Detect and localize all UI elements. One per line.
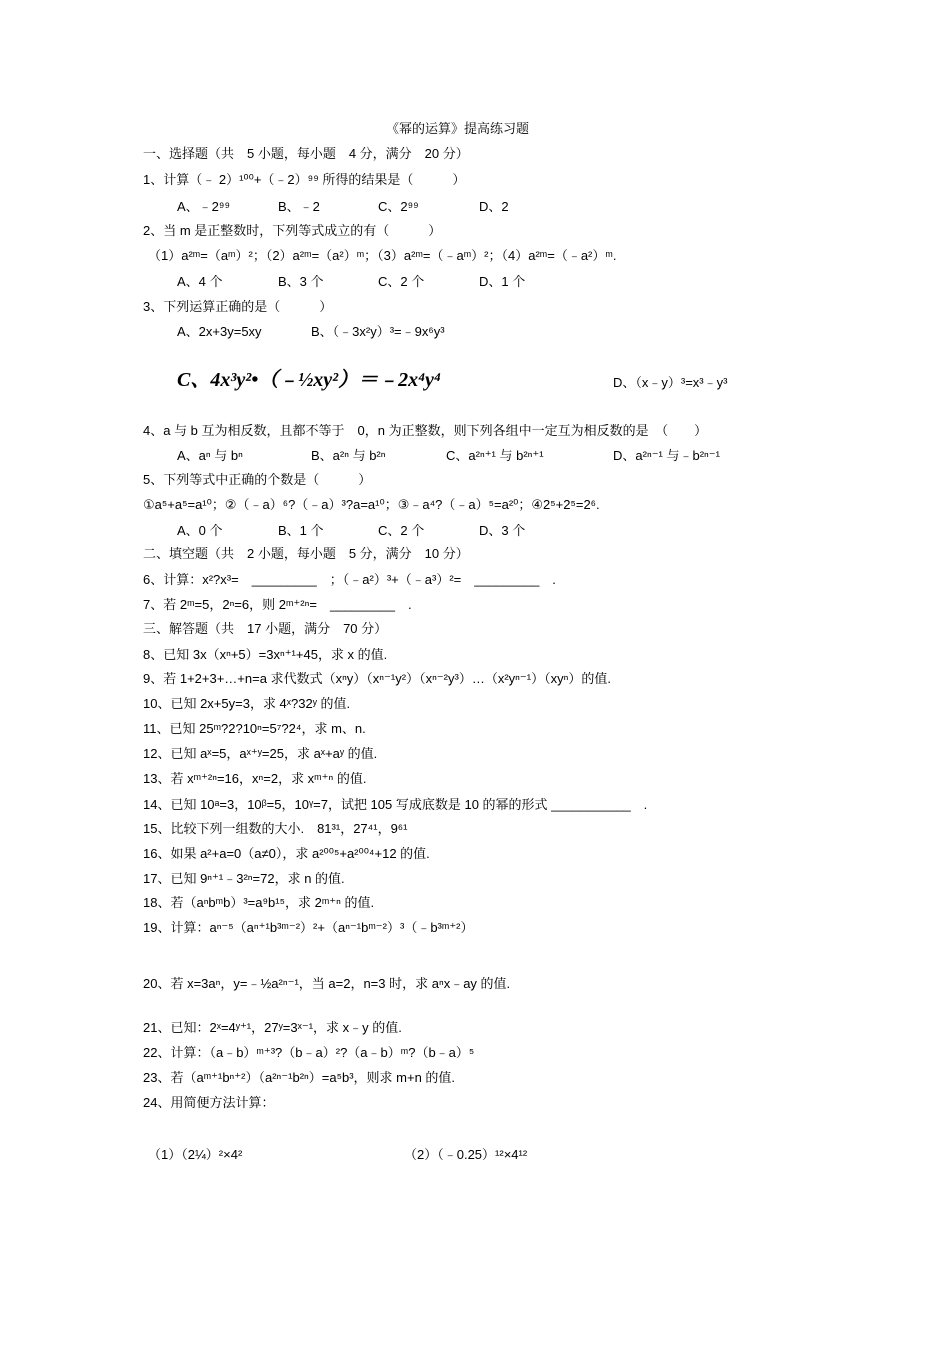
question-12: 12、已知 aˣ=5，aˣ⁺ʸ=25，求 aˣ+aʸ 的值. — [143, 746, 378, 761]
question-5-option-a: A、0 个 — [177, 523, 223, 538]
question-4-option-a: A、aⁿ 与 bⁿ — [177, 448, 243, 463]
question-4-option-b: B、a²ⁿ 与 b²ⁿ — [311, 448, 386, 463]
question-7: 7、若 2ᵐ=5，2ⁿ=6，则 2ᵐ⁺²ⁿ= _________ . — [143, 597, 412, 612]
page-title: 《幂的运算》提高练习题 — [386, 121, 530, 136]
question-3-option-a: A、2x+3y=5xy — [177, 324, 262, 339]
question-2-option-d: D、1 个 — [479, 274, 526, 289]
question-2-stem: 2、当 m 是正整数时，下列等式成立的有（ ） — [143, 223, 442, 238]
question-2-option-b: B、3 个 — [278, 274, 324, 289]
question-23: 23、若（aᵐ⁺¹bⁿ⁺²）（a²ⁿ⁻¹b²ⁿ）=a⁵b³，则求 m+n 的值. — [143, 1070, 456, 1085]
question-4-option-c: C、a²ⁿ⁺¹ 与 b²ⁿ⁺¹ — [446, 448, 544, 463]
question-2-option-c: C、2 个 — [378, 274, 425, 289]
question-6: 6、计算：x²?x³= _________ ；（﹣a²）³+（﹣a³）²= _________ . — [143, 572, 556, 587]
question-5-option-c: C、2 个 — [378, 523, 425, 538]
question-3-stem: 3、下列运算正确的是（ ） — [143, 299, 333, 314]
section-fill-heading: 二、填空题（共 2 小题，每小题 5 分，满分 10 分） — [143, 546, 469, 561]
question-5-option-b: B、1 个 — [278, 523, 324, 538]
question-24-part-1: （1）（2¼）²×4² — [148, 1147, 243, 1162]
question-4-stem: 4、a 与 b 互为相反数，且都不等于 0，n 为正整数，则下列各组中一定互为相反数的是 （ ） — [143, 423, 708, 438]
question-24-stem: 24、用简便方法计算： — [143, 1095, 275, 1110]
question-1-option-b: B、﹣2 — [278, 199, 320, 214]
question-2-detail: （1）a²ᵐ=（aᵐ）²；（2）a²ᵐ=（a²）ᵐ；（3）a²ᵐ=（﹣aᵐ）²；（4）a²ᵐ=（﹣a²）ᵐ. — [148, 248, 617, 263]
section-choice-heading: 一、选择题（共 5 小题，每小题 4 分，满分 20 分） — [143, 146, 469, 161]
question-1-option-d: D、2 — [479, 199, 509, 214]
question-16: 16、如果 a²+a=0（a≠0），求 a²⁰⁰⁵+a²⁰⁰⁴+12 的值. — [143, 846, 430, 861]
question-5-option-d: D、3 个 — [479, 523, 526, 538]
question-11: 11、已知 25ᵐ?2?10ⁿ=5⁷?2⁴，求 m、n. — [143, 721, 366, 736]
question-1-stem: 1、计算（﹣ 2）¹⁰⁰+（﹣2）⁹⁹ 所得的结果是（ ） — [143, 172, 466, 187]
question-20: 20、若 x=3aⁿ，y=﹣½a²ⁿ⁻¹，当 a=2，n=3 时，求 aⁿx﹣ay 的值. — [143, 976, 511, 991]
question-3-option-b: B、（﹣3x²y）³=﹣9x⁶y³ — [311, 324, 445, 339]
question-3-option-d: D、（x﹣y）³=x³﹣y³ — [613, 375, 728, 390]
question-1-option-c: C、2⁹⁹ — [378, 199, 419, 214]
question-15: 15、比较下列一组数的大小. 81³¹，27⁴¹，9⁶¹ — [143, 821, 408, 836]
question-13: 13、若 xᵐ⁺²ⁿ=16，xⁿ=2，求 xᵐ⁺ⁿ 的值. — [143, 771, 367, 786]
section-solve-heading: 三、解答题（共 17 小题，满分 70 分） — [143, 621, 388, 636]
question-24-part-2: （2）（﹣0.25）¹²×4¹² — [404, 1147, 528, 1162]
question-10: 10、已知 2x+5y=3，求 4ˣ?32ʸ 的值. — [143, 696, 351, 711]
question-2-option-a: A、4 个 — [177, 274, 223, 289]
question-18: 18、若（aⁿbᵐb）³=a⁹b¹⁵，求 2ᵐ⁺ⁿ 的值. — [143, 895, 375, 910]
question-21: 21、已知：2ˣ=4ʸ⁺¹，27ʸ=3ˣ⁻¹，求 x﹣y 的值. — [143, 1020, 402, 1035]
question-5-stem: 5、下列等式中正确的个数是（ ） — [143, 472, 372, 487]
question-8: 8、已知 3x（xⁿ+5）=3xⁿ⁺¹+45，求 x 的值. — [143, 647, 388, 662]
question-19: 19、计算：aⁿ⁻⁵（aⁿ⁺¹b³ᵐ⁻²）²+（aⁿ⁻¹bᵐ⁻²）³（﹣b³ᵐ⁺²） — [143, 920, 474, 935]
question-3-option-c: C、4x³y²•（﹣½xy²）＝﹣2x⁴y⁴ — [177, 369, 441, 391]
question-14: 14、已知 10ᵃ=3，10ᵝ=5，10ᵞ=7，试把 105 写成底数是 10 的幂的形式 ___________ . — [143, 797, 648, 812]
question-4-option-d: D、a²ⁿ⁻¹ 与﹣b²ⁿ⁻¹ — [613, 448, 720, 463]
question-22: 22、计算：（a﹣b）ᵐ⁺³?（b﹣a）²?（a﹣b）ᵐ?（b﹣a）⁵ — [143, 1045, 475, 1060]
question-5-detail: ①a⁵+a⁵=a¹⁰；②（﹣a）⁶?（﹣a）³?a=a¹⁰；③﹣a⁴?（﹣a）⁵=a²⁰；④2⁵+2⁵=2⁶. — [143, 497, 600, 512]
question-9: 9、若 1+2+3+…+n=a 求代数式（xⁿy）（xⁿ⁻¹y²）（xⁿ⁻²y³）…（x²yⁿ⁻¹）（xyⁿ）的值. — [143, 671, 611, 686]
question-1-option-a: A、﹣2⁹⁹ — [177, 199, 231, 214]
question-17: 17、已知 9ⁿ⁺¹﹣3²ⁿ=72，求 n 的值. — [143, 871, 345, 886]
